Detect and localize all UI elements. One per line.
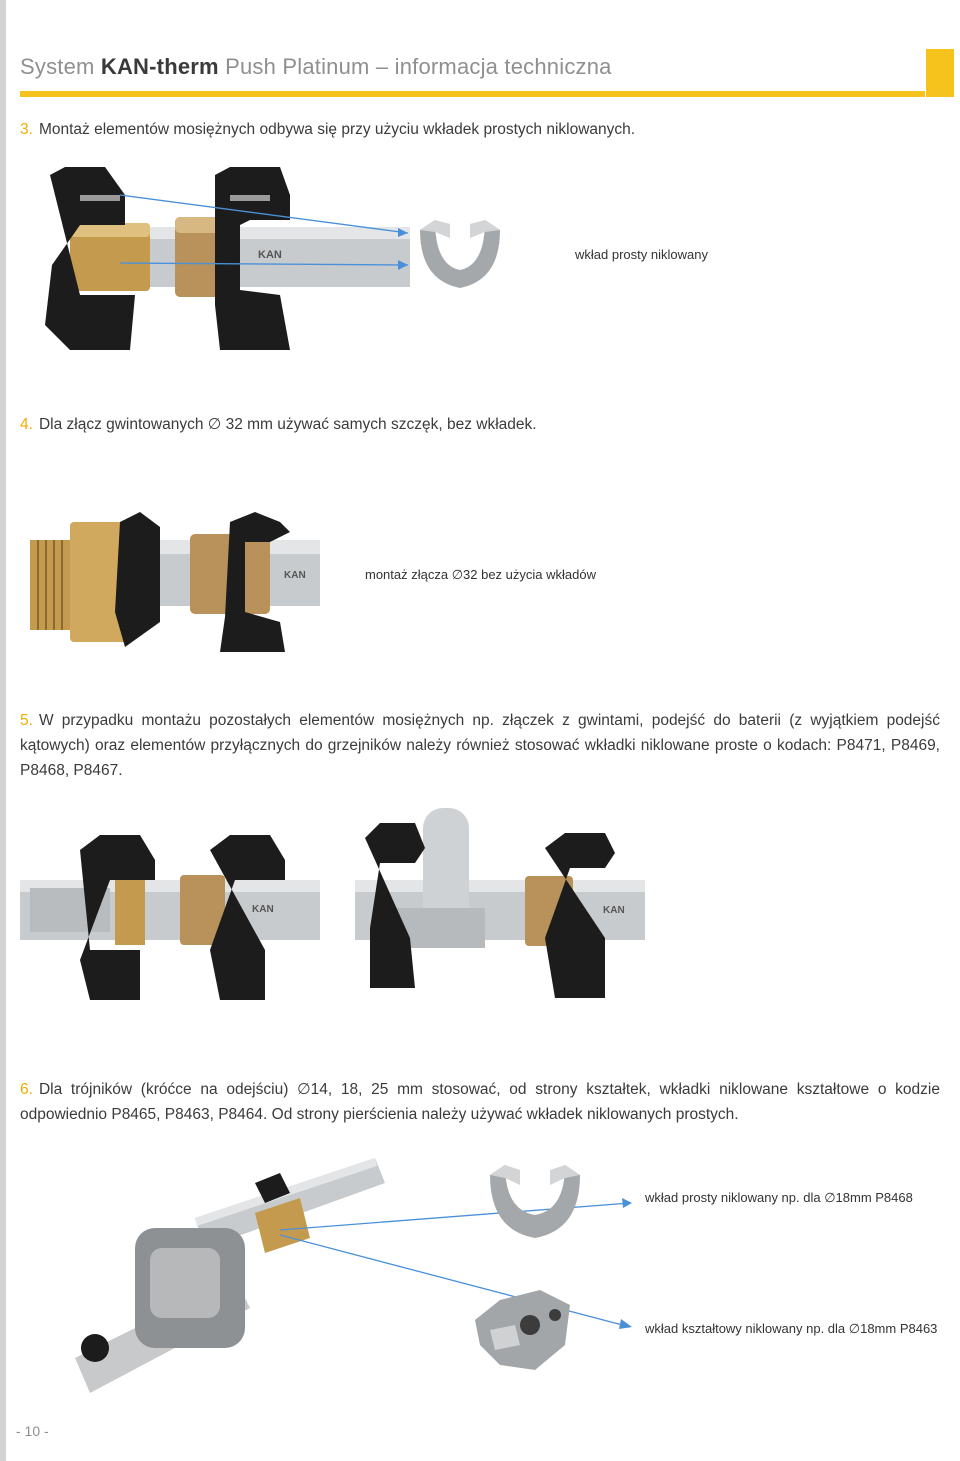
section-6 (20, 1077, 940, 1127)
header-brand: KAN-therm (100, 54, 219, 79)
shaped-insert-image (470, 1285, 580, 1375)
tool-knob (81, 1334, 109, 1362)
pipe-brand-label: KAN (258, 249, 282, 261)
header-prefix: System (20, 54, 101, 79)
section-5 (20, 708, 940, 783)
pipe-brand-label: KAN (252, 904, 274, 915)
pipe-brand-label: KAN (284, 570, 306, 581)
section-number: 6. (20, 1081, 33, 1098)
left-press-jaw (115, 512, 160, 647)
figure-radiator-connector-jaws (355, 808, 645, 1008)
section-text: W przypadku montażu pozostałych elementów mosiężnych np. złączek z gwintami, podejść do baterii (z wyjątkiem podejść kątowych) oraz elementów przyłącznych do grzejników należy również stosować wkładki niklowane proste o kodach: P8471, P8469, P8468, P8467. (20, 712, 940, 779)
straight-insert-image (410, 210, 510, 295)
header-accent-rule (20, 91, 925, 97)
section-text: Dla trójników (króćce na odejściu) ∅14, 18, 25 mm stosować, od strony kształtek, wkładki niklowane kształtowe o kodzie odpowiednio P8465, P8463, P8464. Od strony pierścienia należy używać wkładek niklowanych prostych. (20, 1081, 940, 1123)
section-3 (20, 117, 940, 142)
header-suffix: Push Platinum – informacja techniczna (218, 54, 612, 79)
section-text: Dla złącz gwintowanych ∅ 32 mm używać samych szczęk, bez wkładek. (38, 416, 537, 433)
section-number: 4. (20, 416, 33, 433)
figure-threaded-fitting (20, 512, 320, 652)
caption-straight-insert-example: wkład prosty niklowany np. dla ∅18mm P8468 (645, 1190, 913, 1205)
straight-insert-image (480, 1160, 590, 1245)
figure-brass-elbow-jaws (20, 830, 320, 1000)
page-number: - 10 - (16, 1423, 49, 1439)
header-accent-block (926, 49, 954, 97)
pointer-arrows (120, 185, 420, 275)
pipe-brand-label: KAN (603, 905, 625, 916)
section-text: Montaż elementów mosiężnych odbywa się przy użyciu wkładek prostych niklowanych. (38, 121, 636, 138)
page-header-title (20, 54, 612, 80)
caption-straight-insert: wkład prosty niklowany (575, 247, 708, 262)
thread-section (30, 540, 70, 630)
brass-collar (115, 875, 145, 945)
section-number: 3. (20, 121, 33, 138)
caption-shaped-insert-example: wkład kształtowy niklowany np. dla ∅18mm P8463 (645, 1321, 938, 1336)
left-margin-rule (0, 0, 6, 1461)
section-4 (20, 412, 940, 437)
section-number: 5. (20, 712, 33, 729)
caption-threaded-no-insert: montaż złącza ∅32 bez użycia wkładów (365, 567, 596, 582)
